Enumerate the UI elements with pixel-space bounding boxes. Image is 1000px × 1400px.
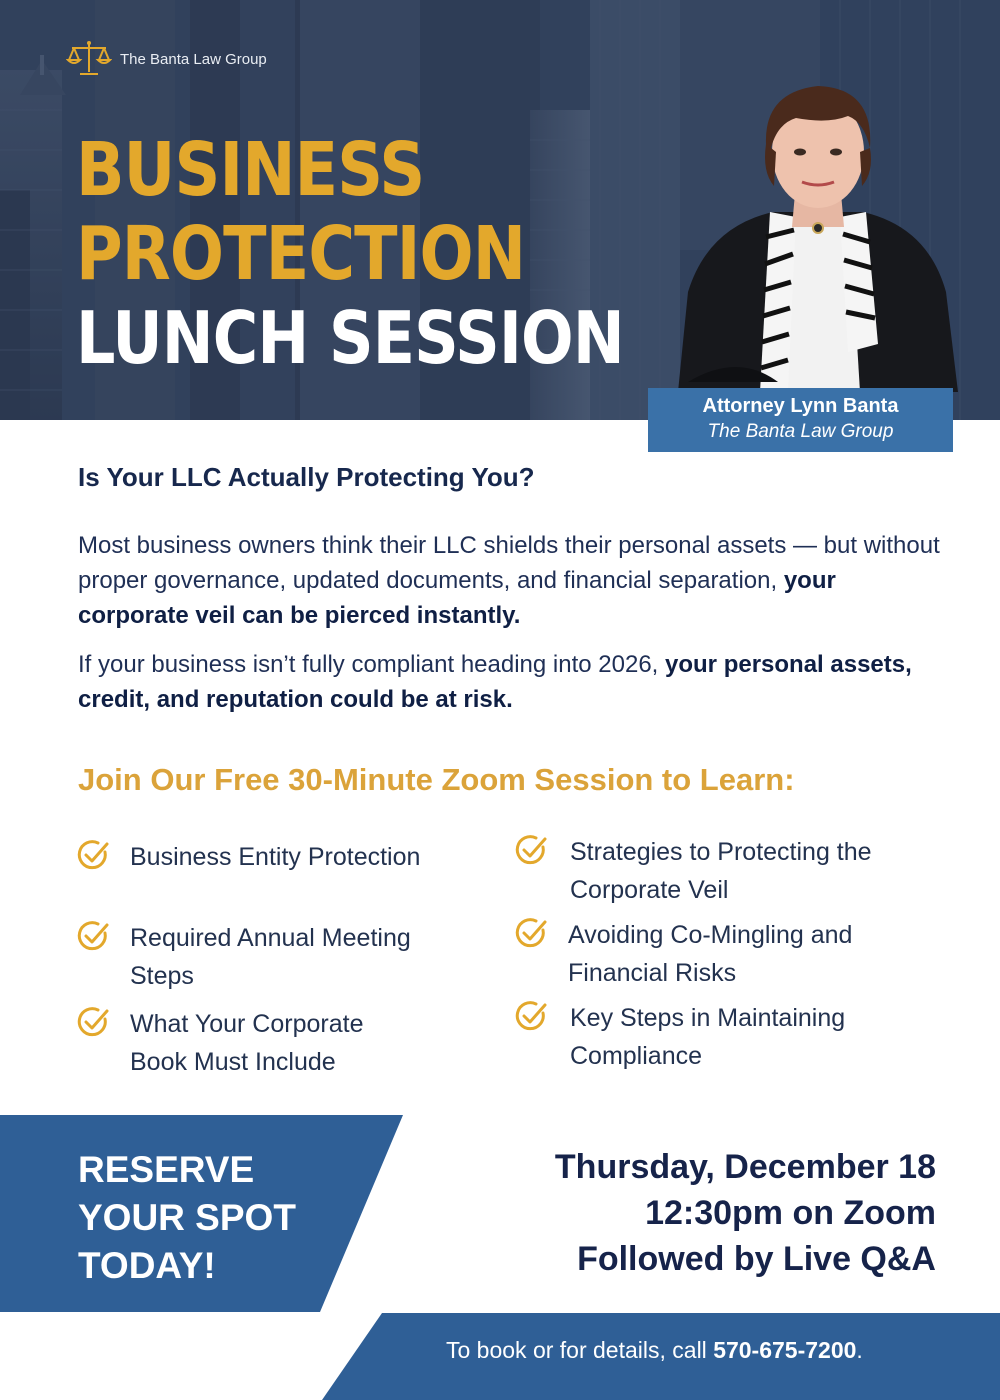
list-item-label: Avoiding Co-Mingling and Financial Risks (568, 921, 853, 987)
phone-link[interactable]: 570-675-7200 (713, 1337, 857, 1363)
list-item-label: Key Steps in Maintaining Compliance (570, 1004, 846, 1070)
reserve-line-3: TODAY! (78, 1245, 216, 1286)
contact-suffix: . (856, 1337, 863, 1363)
title-line-protection: PROTECTION (76, 211, 526, 297)
intro-paragraph-1-emphasis: your corporate veil can be pierced instantly. (78, 567, 836, 629)
reserve-cta[interactable] (78, 1146, 296, 1290)
event-date: Thursday, December 18 (554, 1148, 936, 1186)
list-item-label: What Your Corporate Book Must Include (130, 1010, 364, 1076)
title-line-lunch-session: LUNCH SESSION (76, 296, 624, 380)
event-time: 12:30pm on Zoom (645, 1194, 936, 1232)
list-item-label: Required Annual Meeting Steps (130, 924, 411, 990)
list-item-label: Strategies to Protecting the Corporate Veil (570, 838, 872, 904)
learn-heading: Join Our Free 30-Minute Zoom Session to Learn: (78, 762, 795, 797)
reserve-line-1: RESERVE (78, 1149, 255, 1190)
presenter-name: Attorney Lynn Banta (702, 395, 899, 417)
title-line-business: BUSINESS (76, 127, 425, 213)
intro-paragraph-2-text: If your business isn’t fully compliant heading into 2026, (78, 651, 666, 678)
presenter-firm: The Banta Law Group (707, 421, 894, 442)
event-details (555, 1144, 936, 1282)
contact-text: To book or for details, call (446, 1337, 714, 1363)
intro-paragraph-1-text: Most business owners think their LLC shields their personal assets — but without proper governance, updated documents, and financial separation, (78, 532, 940, 594)
list-item-label: Business Entity Protection (130, 843, 421, 871)
event-qa: Followed by Live Q&A (577, 1240, 936, 1278)
intro-paragraph-2-emphasis: your personal assets, credit, and reputation could be at risk. (78, 651, 912, 713)
reserve-line-2: YOUR SPOT (78, 1197, 296, 1238)
contact-line (446, 1337, 863, 1364)
intro-question: Is Your LLC Actually Protecting You? (78, 462, 535, 492)
brand-name: The Banta Law Group (120, 50, 267, 68)
presenter-caption (648, 388, 953, 452)
